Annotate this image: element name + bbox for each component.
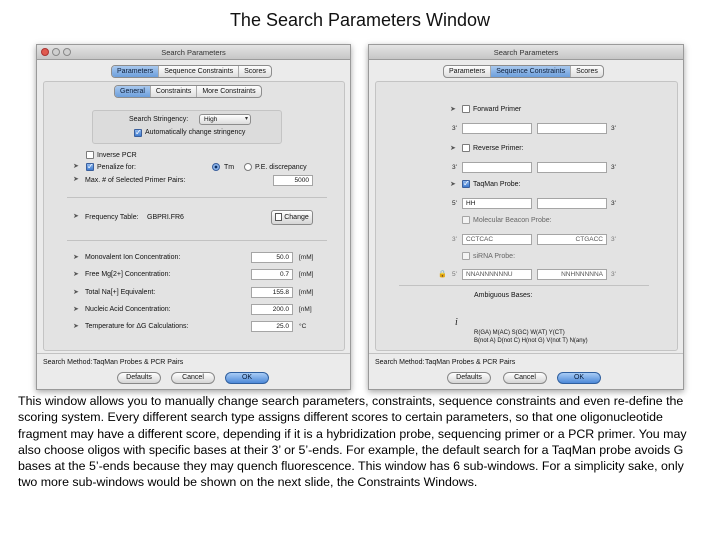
sirna-probe-label: siRNA Probe: — [473, 253, 516, 260]
change-frequency-table-button[interactable] — [271, 210, 313, 225]
total-na-input[interactable]: 155.8 — [251, 287, 293, 298]
free-mg-unit: [mM] — [299, 271, 314, 278]
defaults-button[interactable]: Defaults — [117, 372, 161, 384]
search-parameters-window-general — [36, 44, 351, 390]
total-na-unit: [mM] — [299, 289, 314, 296]
reverse-primer-3-input[interactable] — [462, 162, 532, 173]
tm-label: Tm — [224, 164, 235, 171]
disclosure-triangle-icon[interactable]: ➤ — [73, 176, 79, 183]
three-prime-label: 3' — [611, 164, 616, 171]
close-window-button[interactable] — [41, 48, 49, 56]
three-prime-label: 3' — [452, 164, 457, 171]
three-prime-label: 3' — [452, 125, 457, 132]
search-method-label: Search Method: — [43, 359, 93, 366]
ok-button[interactable]: OK — [225, 372, 269, 384]
forward-primer-3-input[interactable] — [462, 123, 532, 134]
tab-sequence-constraints[interactable]: Sequence Constraints — [491, 66, 571, 77]
search-method-value: TaqMan Probes & PCR Pairs — [93, 359, 184, 366]
reverse-primer-label: Reverse Primer: — [473, 145, 524, 152]
auto-change-label: Automatically change stringency — [145, 129, 246, 136]
disclosure-triangle-icon[interactable]: ➤ — [450, 145, 456, 152]
monovalent-ion-unit: [mM] — [299, 254, 314, 261]
divider — [369, 353, 684, 354]
three-prime-label: 3' — [611, 271, 616, 278]
main-tabs — [443, 65, 604, 78]
sirna-probe-checkbox[interactable] — [462, 252, 470, 260]
info-icon: i — [455, 317, 458, 328]
cancel-button[interactable]: Cancel — [171, 372, 215, 384]
disclosure-triangle-icon[interactable]: ➤ — [73, 289, 79, 296]
taqman-3-input[interactable] — [537, 198, 607, 209]
disclosure-triangle-icon[interactable]: ➤ — [450, 181, 456, 188]
window-titlebar — [369, 45, 683, 60]
nucleic-acid-unit: [nM] — [299, 306, 312, 313]
tab-scores[interactable]: Scores — [244, 68, 266, 75]
forward-primer-5-input[interactable] — [537, 123, 607, 134]
max-pairs-label: Max. # of Selected Primer Pairs: — [85, 177, 186, 184]
disclosure-triangle-icon[interactable]: ➤ — [73, 323, 79, 330]
frequency-table-label: Frequency Table: — [85, 214, 139, 221]
beacon-right-input[interactable]: CTGACC — [537, 234, 607, 245]
reverse-primer-5-input[interactable] — [537, 162, 607, 173]
chevron-down-icon: ▾ — [244, 116, 248, 122]
taqman-probe-label: TaqMan Probe: — [473, 181, 521, 188]
stringency-label: Search Stringency: — [129, 116, 189, 123]
auto-change-checkbox[interactable] — [134, 129, 142, 137]
tab-parameters[interactable]: Parameters — [444, 66, 491, 77]
pe-discrepancy-label: P.E. discrepancy — [255, 164, 307, 171]
free-mg-label: Free Mg[2+] Concentration: — [85, 271, 171, 278]
forward-primer-checkbox[interactable] — [462, 105, 470, 113]
lock-icon: 🔒 — [438, 271, 447, 278]
three-prime-label: 3' — [611, 200, 616, 207]
reverse-primer-checkbox[interactable] — [462, 144, 470, 152]
window-titlebar — [37, 45, 350, 60]
window-title: Search Parameters — [161, 48, 226, 57]
sub-tabs — [114, 85, 262, 98]
sirna-left-input[interactable]: NNANNNNNNU — [462, 269, 532, 280]
ambiguous-bases-label: Ambiguous Bases: — [474, 292, 533, 299]
ambiguous-bases-line1: R(GA) M(AC) S(GC) W(AT) Y(CT) — [474, 330, 565, 336]
stringency-select[interactable] — [199, 114, 251, 125]
subtab-more-constraints[interactable]: More Constraints — [202, 88, 256, 95]
tm-radio[interactable] — [212, 163, 220, 171]
pe-discrepancy-radio[interactable] — [244, 163, 252, 171]
monovalent-ion-label: Monovalent Ion Concentration: — [85, 254, 181, 261]
monovalent-ion-input[interactable]: 50.0 — [251, 252, 293, 263]
sirna-right-input[interactable]: NNHNNNNNA — [537, 269, 607, 280]
main-tabs — [111, 65, 272, 78]
nucleic-acid-label: Nucleic Acid Concentration: — [85, 306, 171, 313]
search-method-label: Search Method: — [375, 359, 425, 366]
molecular-beacon-label: Molecular Beacon Probe: — [473, 217, 552, 224]
change-label: Change — [284, 214, 309, 221]
free-mg-input[interactable]: 0.7 — [251, 269, 293, 280]
divider — [67, 240, 327, 241]
defaults-button[interactable]: Defaults — [447, 372, 491, 384]
cancel-button[interactable]: Cancel — [503, 372, 547, 384]
divider — [399, 285, 649, 286]
disclosure-triangle-icon[interactable]: ➤ — [450, 106, 456, 113]
zoom-window-button[interactable] — [63, 48, 71, 56]
tab-sequence-constraints[interactable]: Sequence Constraints — [159, 66, 239, 77]
disclosure-triangle-icon[interactable]: ➤ — [73, 306, 79, 313]
temperature-input[interactable]: 25.0 — [251, 321, 293, 332]
inverse-pcr-checkbox[interactable] — [86, 151, 94, 159]
minimize-window-button[interactable] — [52, 48, 60, 56]
divider — [67, 197, 327, 198]
search-parameters-window-sequence-constraints — [368, 44, 684, 390]
tab-parameters[interactable]: Parameters — [112, 66, 159, 77]
three-prime-label: 3' — [611, 236, 616, 243]
subtab-constraints[interactable]: Constraints — [151, 86, 197, 97]
five-prime-label: 5' — [452, 271, 457, 278]
search-method-value: TaqMan Probes & PCR Pairs — [425, 359, 516, 366]
ambiguous-bases-line2: B(not A) D(not C) H(not G) V(not T) N(any) — [474, 338, 588, 344]
max-pairs-input[interactable]: 5000 — [273, 175, 313, 186]
divider — [37, 353, 351, 354]
molecular-beacon-checkbox[interactable] — [462, 216, 470, 224]
disclosure-triangle-icon[interactable]: ➤ — [73, 213, 79, 220]
document-icon — [275, 213, 282, 221]
three-prime-label: 3' — [611, 125, 616, 132]
taqman-5-input[interactable]: HH — [462, 198, 532, 209]
subtab-general[interactable]: General — [115, 86, 151, 97]
slide-description: This window allows you to manually change search parameters, constraints, sequence constraints and even re-define the scoring system. Every different search type assigns different scores to certain parameters, so that one oligonucleotide fragment may have a different score, depending if it is a hybridization probe, sequencing primer or a PCR primer. You may also choose oligos with specific bases at their 3’ or 5’-ends. For example, the default search for a TaqMan probe avoids G bases at the 5’-ends because they may quench fluorescence. This window has 6 sub-windows. For a simplicity sake, only two more sub-windows would be shown on the next slide, the Constraints Windows. — [18, 394, 687, 490]
slide-title: The Search Parameters Window — [229, 10, 491, 30]
stringency-value: High — [204, 116, 218, 123]
three-prime-label: 3' — [452, 236, 457, 243]
disclosure-triangle-icon[interactable]: ➤ — [73, 254, 79, 261]
inverse-pcr-label: Inverse PCR — [97, 152, 137, 159]
nucleic-acid-input[interactable]: 200.0 — [251, 304, 293, 315]
taqman-probe-checkbox[interactable] — [462, 180, 470, 188]
ok-button[interactable]: OK — [557, 372, 601, 384]
frequency-table-value: GBPRI.FR6 — [147, 214, 184, 221]
penalize-label: Penalize for: — [97, 164, 136, 171]
disclosure-triangle-icon[interactable]: ➤ — [73, 163, 79, 170]
window-title: Search Parameters — [493, 48, 559, 57]
total-na-label: Total Na[+] Equivalent: — [85, 289, 156, 296]
sequence-constraints-panel — [375, 81, 678, 351]
forward-primer-label: Forward Primer — [473, 106, 522, 113]
temperature-label: Temperature for ΔG Calculations: — [85, 323, 189, 330]
disclosure-triangle-icon[interactable]: ➤ — [73, 271, 79, 278]
five-prime-label: 5' — [452, 200, 457, 207]
penalize-checkbox[interactable] — [86, 163, 94, 171]
tab-scores[interactable]: Scores — [576, 68, 598, 75]
beacon-left-input[interactable]: CCTCAC — [462, 234, 532, 245]
temperature-unit: °C — [299, 323, 307, 330]
